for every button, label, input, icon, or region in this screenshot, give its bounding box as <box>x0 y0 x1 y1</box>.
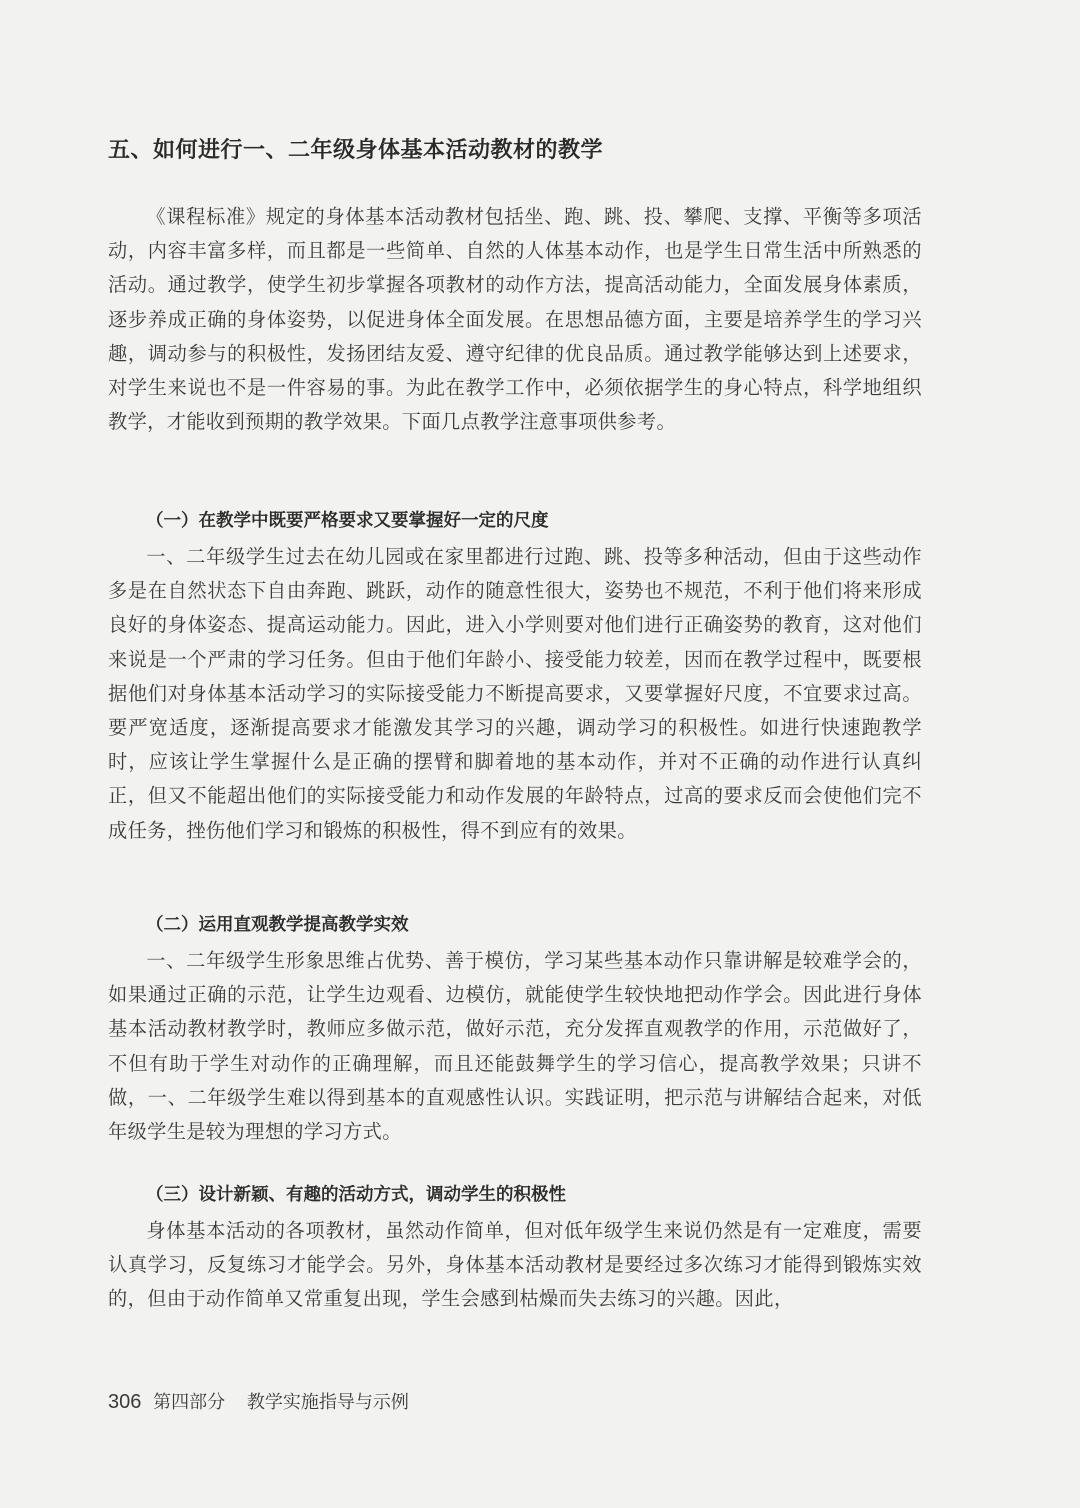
intro-block <box>108 200 922 439</box>
subsection-2-body: 一、二年级学生形象思维占优势、善于模仿，学习某些基本动作只靠讲解是较难学会的，如果通过正确的示范，让学生边观看、边模仿，就能使学生较快地把动作学会。因此进行身体基本活动教材教学时，教师应多做示范，做好示范，充分发挥直观教学的作用，示范做好了，不但有助于学生对动作的正确理解，而且还能鼓舞学生的学习信心，提高教学效果；只讲不做，一、二年级学生难以得到基本的直观感性认识。实践证明，把示范与讲解结合起来，对低年级学生是较为理想的学习方式。 <box>108 949 922 1144</box>
intro-paragraph: 《课程标准》规定的身体基本活动教材包括坐、跑、跳、投、攀爬、支撑、平衡等多项活动，内容丰富多样，而且都是一些简单、自然的人体基本动作，也是学生日常生活中所熟悉的活动。通过教学，使学生初步掌握各项教材的动作方法，提高活动能力，全面发展身体素质，逐步养成正确的身体姿势，以促进身体全面发展。在思想品德方面，主要是培养学生的学习兴趣，调动参与的积极性，发扬团结友爱、遵守纪律的优良品质。通过教学能够达到上述要求，对学生来说也不是一件容易的事。为此在教学工作中，必须依据学生的身心特点，科学地组织教学，才能收到预期的教学效果。下面几点教学注意事项供参考。 <box>108 205 922 434</box>
subsection-1-heading: （一）在教学中既要严格要求又要掌握好一定的尺度 <box>146 511 549 531</box>
subsection-2 <box>108 910 922 1149</box>
footer-part: 第四部分 <box>153 1392 226 1413</box>
subsection-1 <box>108 506 922 848</box>
subsection-3 <box>108 1180 922 1317</box>
subsection-3-heading: （三）设计新颖、有趣的活动方式，调动学生的积极性 <box>146 1185 566 1205</box>
page-footer <box>108 1388 409 1414</box>
footer-chapter: 教学实施指导与示例 <box>246 1392 409 1413</box>
section-title: 五、如何进行一、二年级身体基本活动教材的教学 <box>108 138 604 163</box>
subsection-3-body: 身体基本活动的各项教材，虽然动作简单，但对低年级学生来说仍然是有一定难度，需要认真学习，反复练习才能学会。另外，身体基本活动教材是要经过多次练习才能得到锻炼实效的，但由于动作简单又常重复出现，学生会感到枯燥而失去练习的兴趣。因此， <box>108 1219 922 1311</box>
subsection-1-body: 一、二年级学生过去在幼儿园或在家里都进行过跑、跳、投等多种活动，但由于这些动作多是在自然状态下自由奔跑、跳跃，动作的随意性很大，姿势也不规范，不利于他们将来形成良好的身体姿态、提高运动能力。因此，进入小学则要对他们进行正确姿势的教育，这对他们来说是一个严肃的学习任务。但由于他们年龄小、接受能力较差，因而在教学过程中，既要根据他们对身体基本活动学习的实际接受能力不断提高要求，又要掌握好尺度，不宜要求过高。要严宽适度，逐渐提高要求才能激发其学习的兴趣，调动学习的积极性。如进行快速跑教学时，应该让学生掌握什么是正确的摆臂和脚着地的基本动作，并对不正确的动作进行认真纠正，但又不能超出他们的实际接受能力和动作发展的年龄特点，过高的要求反而会使他们完不成任务，挫伤他们学习和锻炼的积极性，得不到应有的效果。 <box>108 545 922 842</box>
subsection-2-heading: （二）运用直观教学提高教学实效 <box>146 915 409 935</box>
page-number: 306 <box>108 1391 142 1413</box>
document-page <box>108 0 922 1508</box>
